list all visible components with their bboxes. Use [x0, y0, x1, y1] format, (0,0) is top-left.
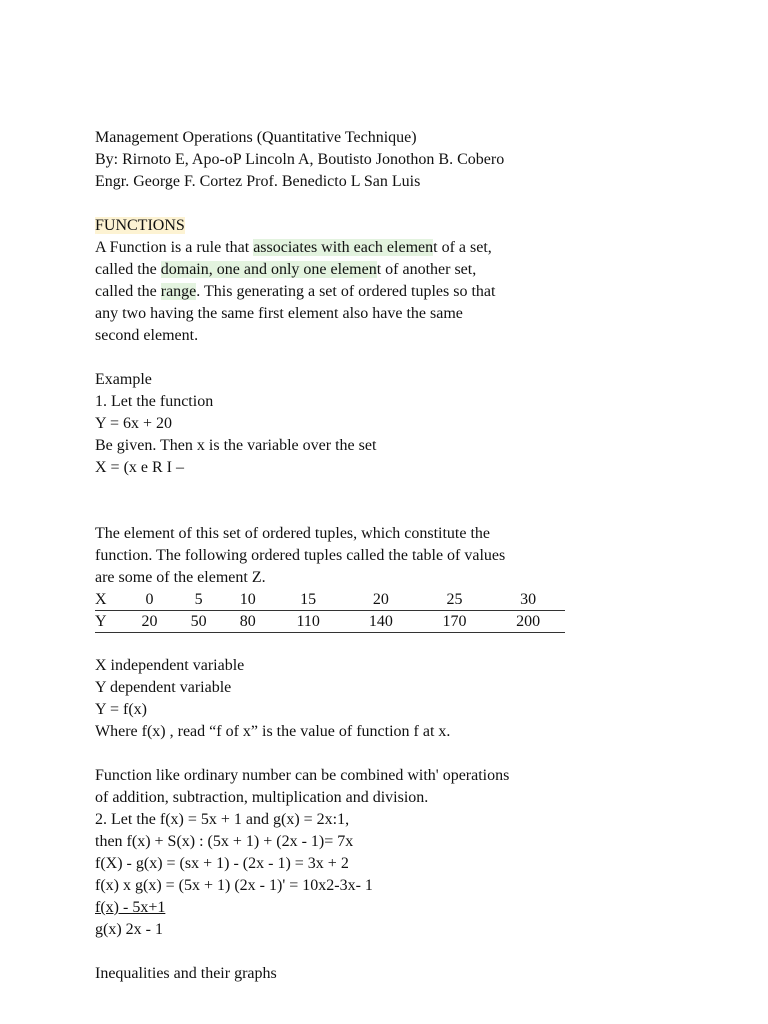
- spacer: [95, 479, 575, 501]
- operations-line-8: g(x) 2x - 1: [95, 921, 163, 938]
- operations-line-1: Function like ordinary number can be combined with' operations: [95, 767, 510, 784]
- document-body: [95, 127, 575, 985]
- definition-line-5: second element.: [95, 327, 199, 344]
- variables-line-4: Where f(x) , read “f of x” is the value of function f at x.: [95, 723, 451, 740]
- table-cell: 20: [125, 611, 174, 633]
- example-heading: Example: [95, 371, 152, 388]
- table-cell: 15: [272, 589, 344, 611]
- operations-line-7: [95, 897, 575, 919]
- table-of-values: [95, 589, 565, 633]
- authors-line: By: Rirnoto E, Apo-oP Lincoln A, Boutisto Jonothon B. Cobero: [95, 151, 505, 168]
- definition-line-2: [95, 259, 575, 281]
- definition-line-3: [95, 281, 575, 303]
- definition-text: t of a set,: [433, 239, 492, 256]
- table-cell: 110: [272, 611, 344, 633]
- example-line-4: X = (x e R I –: [95, 459, 185, 476]
- table-cell: 5: [174, 589, 223, 611]
- tuples-line-3: are some of the element Z.: [95, 569, 266, 586]
- table-cell: 200: [491, 611, 565, 633]
- operations-line-2: of addition, subtraction, multiplication and division.: [95, 789, 429, 806]
- example-line-2: Y = 6x + 20: [95, 415, 173, 432]
- table-cell: 140: [344, 611, 418, 633]
- definition-line-4: any two having the same first element also have the same: [95, 305, 463, 322]
- table-cell: 0: [125, 589, 174, 611]
- table-cell: 10: [223, 589, 272, 611]
- definition-text: A Function is a rule that: [95, 239, 254, 256]
- definition-highlight: range: [160, 283, 197, 300]
- table-cell: 20: [344, 589, 418, 611]
- table-row-y: [95, 611, 565, 633]
- inequalities-heading: Inequalities and their graphs: [95, 965, 277, 982]
- document-title: Management Operations (Quantitative Technique): [95, 129, 417, 146]
- table-label-x: X: [95, 589, 125, 611]
- table-row-x: [95, 589, 565, 611]
- operations-line-5: f(X) - g(x) = (sx + 1) - (2x - 1) = 3x + 2: [95, 855, 349, 872]
- table-cell: 50: [174, 611, 223, 633]
- functions-heading-text: FUNCTIONS: [95, 217, 185, 234]
- table-label-y: Y: [95, 611, 125, 633]
- definition-text: called the: [95, 261, 161, 278]
- spacer: [95, 501, 575, 523]
- operations-line-4: then f(x) + S(x) : (5x + 1) + (2x - 1)= 7x: [95, 833, 354, 850]
- table-cell: 25: [418, 589, 492, 611]
- operations-line-6: f(x) x g(x) = (5x + 1) (2x - 1)' = 10x2-3x- 1: [95, 877, 373, 894]
- spacer: [95, 941, 575, 963]
- table-cell: 80: [223, 611, 272, 633]
- variables-line-3: Y = f(x): [95, 701, 147, 718]
- definition-text: . This generating a set of ordered tuples so that: [196, 283, 496, 300]
- definition-highlight: domain, one and only one elemen: [160, 261, 377, 278]
- operations-line-3: 2. Let the f(x) = 5x + 1 and g(x) = 2x:1,: [95, 811, 350, 828]
- spacer: [95, 347, 575, 369]
- spacer: [95, 743, 575, 765]
- tuples-line-2: function. The following ordered tuples called the table of values: [95, 547, 506, 564]
- example-line-3: Be given. Then x is the variable over the set: [95, 437, 377, 454]
- definition-line-1: [95, 237, 575, 259]
- definition-text: called the: [95, 283, 161, 300]
- professors-line: Engr. George F. Cortez Prof. Benedicto L San Luis: [95, 173, 421, 190]
- functions-heading: [95, 215, 575, 237]
- example-line-1: 1. Let the function: [95, 393, 214, 410]
- table-cell: 170: [418, 611, 492, 633]
- spacer: [95, 193, 575, 215]
- spacer: [95, 633, 575, 655]
- variables-line-2: Y dependent variable: [95, 679, 232, 696]
- definition-highlight: associates with each elemen: [253, 239, 434, 256]
- tuples-line-1: The element of this set of ordered tuples, which constitute the: [95, 525, 490, 542]
- fraction-numerator: f(x) - 5x+1: [95, 899, 166, 916]
- definition-text: t of another set,: [376, 261, 477, 278]
- table-cell: 30: [491, 589, 565, 611]
- variables-line-1: X independent variable: [95, 657, 245, 674]
